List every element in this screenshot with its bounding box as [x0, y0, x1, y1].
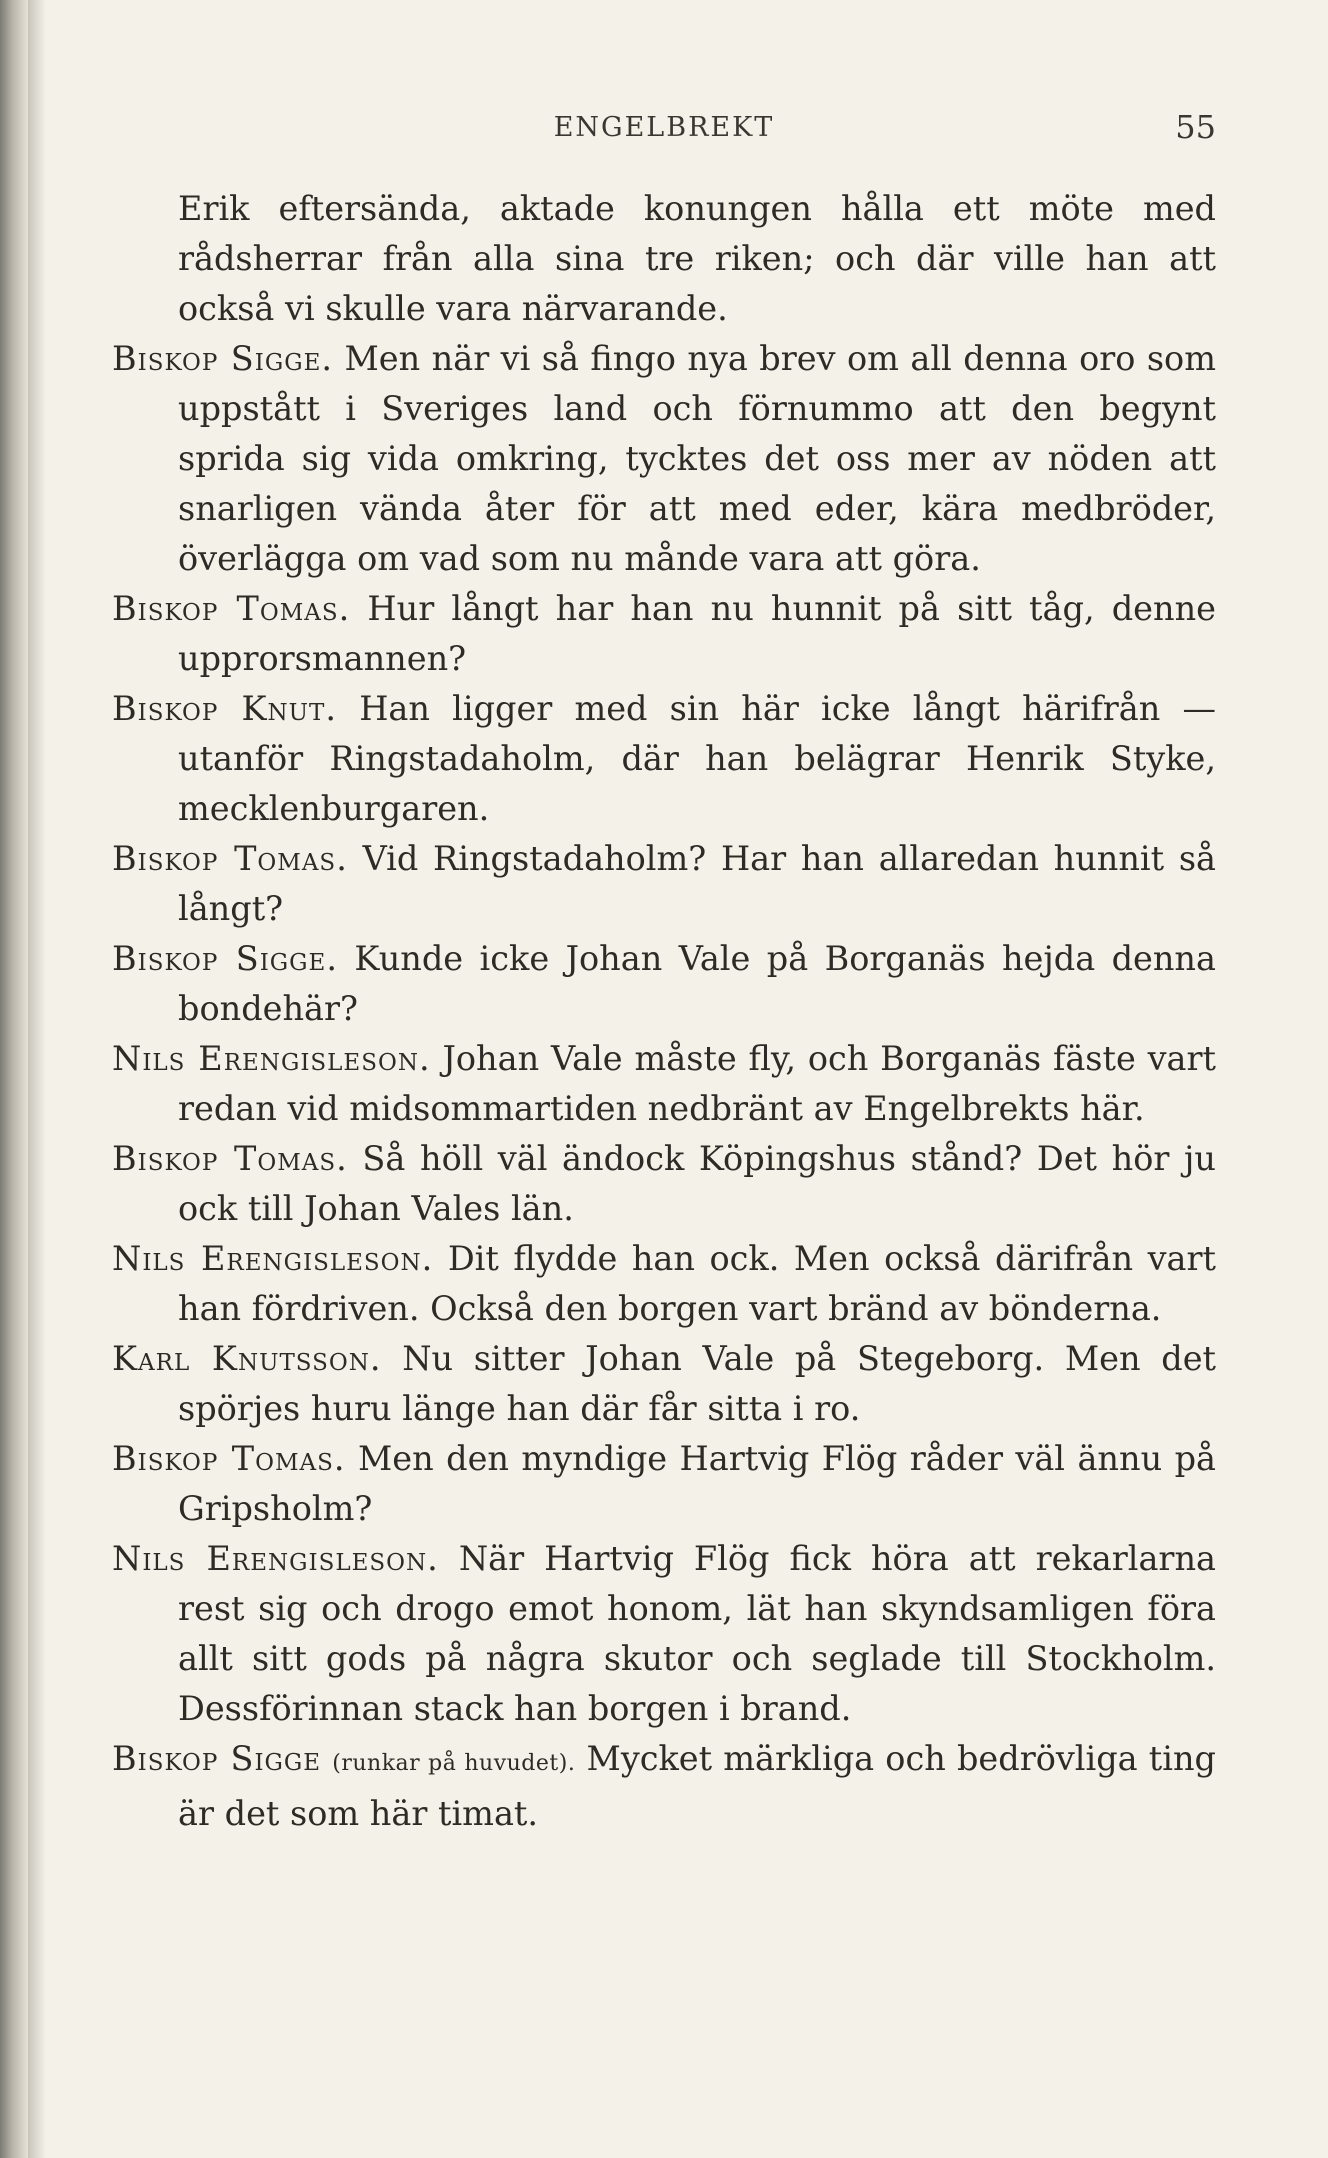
page-header	[112, 108, 1216, 148]
speech-text: Men den myndige Hartvig Flög råder väl ännu på Gripsholm?	[178, 1439, 1216, 1528]
speech-4	[112, 834, 1216, 934]
page-number: 55	[1175, 108, 1216, 146]
speaker-name: Biskop Sigge.	[112, 339, 334, 378]
speech-7	[112, 1134, 1216, 1234]
running-title: ENGELBREKT	[553, 112, 775, 143]
speech-0	[112, 184, 1216, 334]
speaker-name: Nils Erengisleson.	[112, 1539, 439, 1578]
speech-text: Kunde icke Johan Vale på Borganäs hejda denna bondehär?	[178, 939, 1216, 1028]
speaker-name: Nils Erengisleson.	[112, 1239, 434, 1278]
speaker-name: Biskop Sigge.	[112, 939, 338, 978]
speech-text: Men när vi så fingo nya brev om all denna oro som uppstått i Sveriges land och förnummo att den begynt sprida sig vida omkring, tycktes det oss mer av nöden att snarligen vända åter för att med eder, kära medbröder, överlägga om vad som nu månde vara att göra.	[178, 339, 1216, 578]
speaker-name: Karl Knutsson.	[112, 1339, 382, 1378]
speech-5	[112, 934, 1216, 1034]
speech-text: Vid Ringstadaholm? Har han allaredan hunnit så långt?	[178, 839, 1216, 928]
speech-1	[112, 334, 1216, 584]
dialogue-text	[112, 184, 1216, 1839]
speech-10	[112, 1434, 1216, 1534]
speaker-name: Biskop Tomas.	[112, 1439, 346, 1478]
speech-text: Så höll väl ändock Köpingshus stånd? Det hör ju ock till Johan Vales län.	[178, 1139, 1216, 1228]
speech-text: Erik eftersända, aktade konungen hålla ett möte med rådsherrar från alla sina tre riken; och där ville han att också vi skulle vara närvarande.	[178, 189, 1216, 328]
speech-text: Han ligger med sin här icke långt härifrån — utanför Ringstadaholm, där han belägrar Henrik Styke, mecklenburgaren.	[178, 689, 1216, 828]
speech-8	[112, 1234, 1216, 1334]
speaker-name: Nils Erengisleson.	[112, 1039, 431, 1078]
speaker-name: Biskop Tomas.	[112, 839, 348, 878]
speaker-name: Biskop Knut.	[112, 689, 338, 728]
speaker-name: Biskop Tomas.	[112, 1139, 348, 1178]
speech-text: Mycket märkliga och bedrövliga ting är det som här timat.	[178, 1739, 1217, 1833]
gutter-shadow	[28, 0, 46, 2158]
speech-text: Hur långt har han nu hunnit på sitt tåg, denne upprorsmannen?	[178, 589, 1216, 678]
book-page	[112, 108, 1216, 1839]
stage-direction: (runkar på huvudet).	[332, 1751, 576, 1776]
speaker-name: Biskop Tomas.	[112, 589, 351, 628]
speech-3	[112, 684, 1216, 834]
speech-text: Nu sitter Johan Vale på Stegeborg. Men det spörjes huru länge han där får sitta i ro.	[178, 1339, 1216, 1428]
speech-text: Dit flydde han ock. Men också därifrån vart han fördriven. Också den borgen vart bränd av bönderna.	[178, 1239, 1216, 1328]
speech-text: Johan Vale måste fly, och Borganäs fäste vart redan vid midsommartiden nedbränt av Engelbrekts här.	[178, 1039, 1216, 1128]
book-binding-edge	[0, 0, 28, 2158]
speech-2	[112, 584, 1216, 684]
speech-6	[112, 1034, 1216, 1134]
speech-11	[112, 1534, 1216, 1734]
speech-12	[112, 1734, 1216, 1839]
speech-text: När Hartvig Flög fick höra att rekarlarna rest sig och drogo emot honom, lät han skyndsamligen föra allt sitt gods på några skutor och seglade till Stockholm. Dessförinnan stack han borgen i brand.	[178, 1539, 1216, 1728]
speaker-name: Biskop Sigge	[112, 1739, 322, 1778]
speech-9	[112, 1334, 1216, 1434]
